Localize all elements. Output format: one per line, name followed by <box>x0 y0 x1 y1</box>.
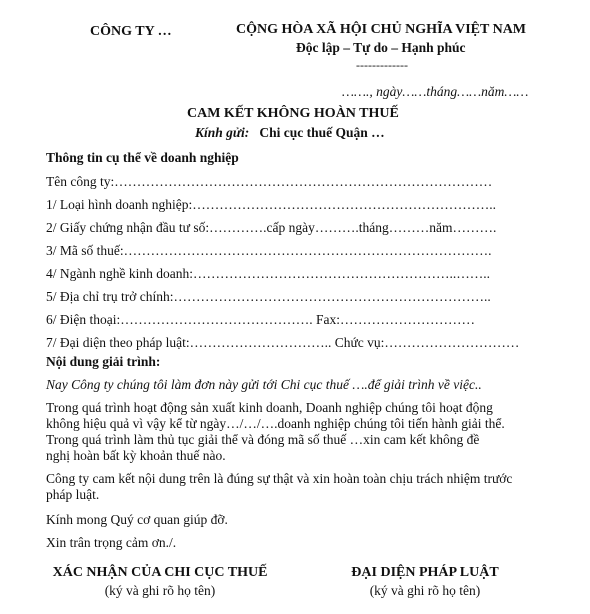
field-head-office: 5/ Địa chỉ trụ trở chính:…………………………………………………………….. <box>46 289 491 304</box>
field-company-name: Tên công ty:………………………………………………………………………… <box>46 174 493 189</box>
field-business-lines: 4/ Ngành nghề kinh doanh:…………………………………………………..…….. <box>46 266 490 281</box>
paragraph-line: pháp luật. <box>46 487 100 502</box>
legal-rep-signature-note: (ký và ghi rõ họ tên) <box>369 583 481 598</box>
recipient-line <box>195 126 385 140</box>
field-business-type: 1/ Loại hình doanh nghiệp:………………………………………………………….. <box>46 197 496 212</box>
tax-office-signature-note: (ký và ghi rõ họ tên) <box>104 583 216 598</box>
paragraph-line: Trong quá trình làm thủ tục giải thể và đóng mã số thuế …xin cam kết không đề <box>46 432 480 447</box>
paragraph-line: không hiệu quả vì vậy kể từ ngày…/…/….doanh nghiệp chúng tôi tiến hành giải thể. <box>46 416 505 431</box>
thanks-line: Xin trân trọng cảm ơn./. <box>46 535 177 550</box>
national-motto: Độc lập – Tự do – Hạnh phúc <box>296 40 466 55</box>
country-name: CỘNG HÒA XÃ HỘI CHỦ NGHĨA VIỆT NAM <box>236 22 527 37</box>
paragraph-line: Trong quá trình hoạt động sản xuất kinh doanh, Doanh nghiệp chúng tôi hoạt động <box>46 400 493 415</box>
paragraph-line: Công ty cam kết nội dung trên là đúng sự thật và xin hoàn toàn chịu trách nhiệm trước <box>46 471 513 486</box>
recipient-value: Chi cục thuế Quận … <box>259 125 385 140</box>
field-investment-certificate: 2/ Giấy chứng nhận đầu tư số:………….cấp ngày……….tháng………năm………. <box>46 220 497 235</box>
request-line: Kính mong Quý cơ quan giúp đỡ. <box>46 512 228 527</box>
paragraph-line: nghị hoàn bất kỳ khoản thuế nào. <box>46 448 226 463</box>
date-line: ……., ngày……tháng……năm…… <box>342 84 529 99</box>
field-phone-fax: 6/ Điện thoại:……………………………………. Fax:………………………… <box>46 312 475 327</box>
motto-underline: ------------- <box>356 58 408 72</box>
legal-rep-signature-title: ĐẠI DIỆN PHÁP LUẬT <box>351 565 499 580</box>
field-legal-representative: 7/ Đại diện theo pháp luật:………………………….. Chức vụ:………………………… <box>46 335 520 350</box>
tax-office-signature-title: XÁC NHẬN CỦA CHI CỤC THUẾ <box>52 565 268 580</box>
explanation-paragraph <box>46 400 546 464</box>
explanation-intro: Nay Công ty chúng tôi làm đơn này gửi tới Chi cục thuế ….để giải trình về việc.. <box>46 377 482 392</box>
section-company-heading: Thông tin cụ thể về doanh nghiệp <box>46 150 239 165</box>
document-title: CAM KẾT KHÔNG HOÀN THUẾ <box>187 106 399 121</box>
company-name: CÔNG TY … <box>90 24 172 39</box>
field-tax-code: 3/ Mã số thuế:………………………………………………………………………. <box>46 243 492 258</box>
recipient-label: Kính gửi: <box>195 125 250 140</box>
commitment-paragraph <box>46 471 546 503</box>
section-explanation-heading: Nội dung giải trình: <box>46 354 161 369</box>
